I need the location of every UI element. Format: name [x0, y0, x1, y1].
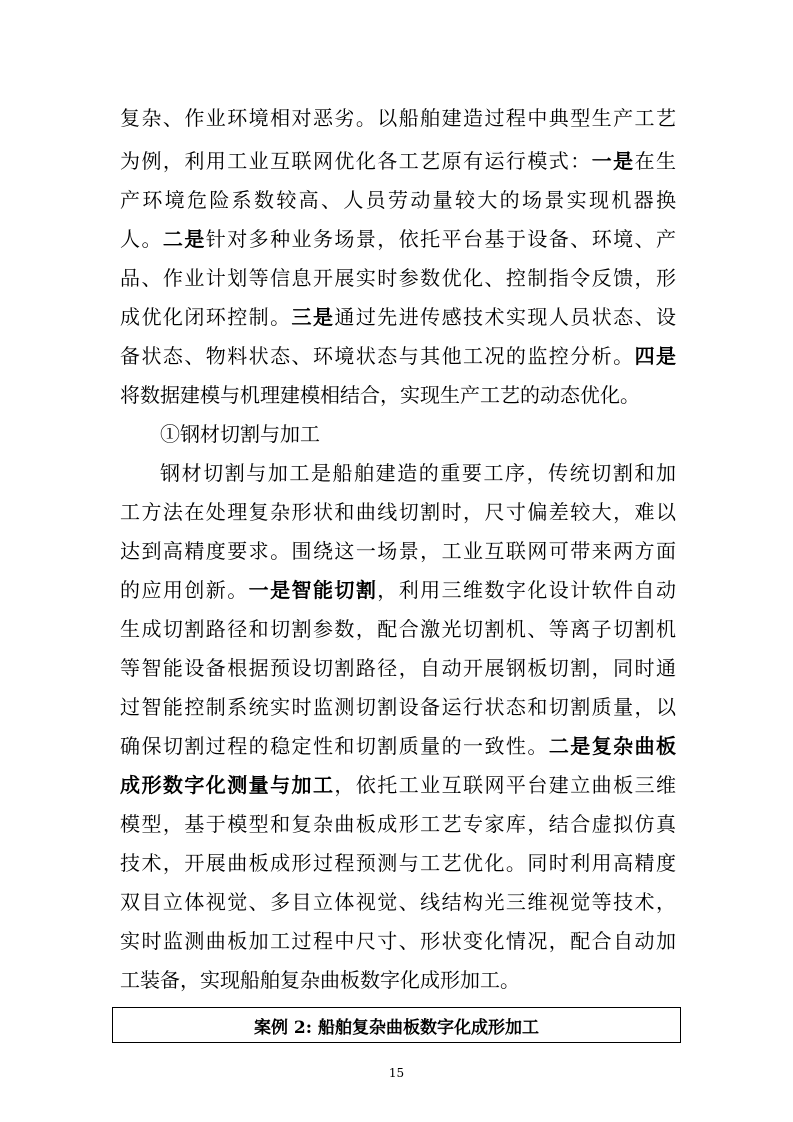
paragraph-line: [120, 773, 676, 797]
paragraph-line: [120, 227, 676, 251]
paragraph-line: [120, 617, 676, 641]
text-span: 为例，利用工业互联网优化各工艺原有运行模式：: [120, 149, 592, 173]
paragraph-line: [120, 383, 676, 407]
text-span: 实时监测曲板加工过程中尺寸、形状变化情况，配合自动加: [120, 929, 676, 953]
bold-text-span: 成形数字化测量与加工: [120, 773, 335, 797]
case-box: [112, 1007, 681, 1043]
text-span: 成优化闭环控制。: [120, 305, 292, 329]
text-span: ，依托工业互联网平台建立曲板三维: [334, 773, 677, 797]
text-span: 达到高精度要求。围绕这一场景，工业互联网可带来两方面: [120, 539, 676, 563]
paragraph-line: [160, 461, 676, 485]
text-span: 复杂、作业环境相对恶劣。以船舶建造过程中典型生产工艺: [120, 106, 676, 130]
text-span: 双目立体视觉、多目立体视觉、线结构光三维视觉等技术，: [120, 890, 676, 914]
text-span: 将数据建模与机理建模相结合，实现生产工艺的动态优化。: [120, 383, 640, 407]
paragraph-line: [120, 929, 676, 953]
text-span: 人。: [120, 227, 163, 251]
page-number: 15: [388, 1066, 405, 1080]
section-heading: [160, 422, 676, 446]
text-span: ，利用三维数字化设计软件自动: [377, 578, 677, 602]
text-span: 等智能设备根据预设切割路径，自动开展钢板切割，同时通: [120, 656, 676, 680]
text-span: 的应用创新。: [120, 578, 249, 602]
bold-text-span: 四是: [634, 344, 677, 368]
paragraph-line: [120, 305, 676, 329]
paragraph-line: [120, 149, 676, 173]
paragraph-line: [120, 500, 676, 524]
text-span: 确保切割过程的稳定性和切割质量的一致性。: [120, 734, 549, 758]
paragraph-line: [120, 344, 676, 368]
paragraph-line: [120, 188, 676, 212]
text-span: 产环境危险系数较高、人员劳动量较大的场景实现机器换: [120, 188, 676, 212]
text-span: 工装备，实现船舶复杂曲板数字化成形加工。: [120, 968, 520, 992]
paragraph-line: [120, 106, 676, 130]
case-title: 案例 2: 船舶复杂曲板数字化成形加工: [254, 1017, 539, 1038]
text-span: 针对多种业务场景，依托平台基于设备、环境、产: [205, 227, 677, 251]
text-span: 技术，开展曲板成形过程预测与工艺优化。同时利用高精度: [120, 851, 676, 875]
text-span: 通过先进传感技术实现人员状态、设: [334, 305, 677, 329]
text-span: 生成切割路径和切割参数，配合激光切割机、等离子切割机: [120, 617, 676, 641]
paragraph-line: [120, 890, 676, 914]
paragraph-line: [120, 578, 676, 602]
bold-text-span: 一是: [591, 149, 635, 173]
paragraph-line: [120, 695, 676, 719]
paragraph-line: [120, 539, 676, 563]
paragraph-line: [120, 656, 676, 680]
paragraph-line: [120, 851, 676, 875]
paragraph-line: [120, 968, 676, 992]
bold-text-span: 二是复杂曲板: [548, 734, 677, 758]
paragraph-line: [120, 734, 676, 758]
bold-text-span: 一是智能切割: [248, 578, 378, 602]
heading-text: ①钢材切割与加工: [160, 422, 320, 446]
bold-text-span: 二是: [162, 227, 206, 251]
text-span: 备状态、物料状态、环境状态与其他工况的监控分析。: [120, 344, 635, 368]
bold-text-span: 三是: [291, 305, 335, 329]
text-span: 过智能控制系统实时监测切割设备运行状态和切割质量，以: [120, 695, 676, 719]
text-span: 模型，基于模型和复杂曲板成形工艺专家库，结合虚拟仿真: [120, 812, 676, 836]
text-span: 品、作业计划等信息开展实时参数优化、控制指令反馈，形: [120, 266, 676, 290]
text-span: 钢材切割与加工是船舶建造的重要工序，传统切割和加: [160, 461, 676, 485]
text-span: 在生: [634, 149, 677, 173]
paragraph-line: [120, 812, 676, 836]
paragraph-line: [120, 266, 676, 290]
text-span: 工方法在处理复杂形状和曲线切割时，尺寸偏差较大，难以: [120, 500, 676, 524]
